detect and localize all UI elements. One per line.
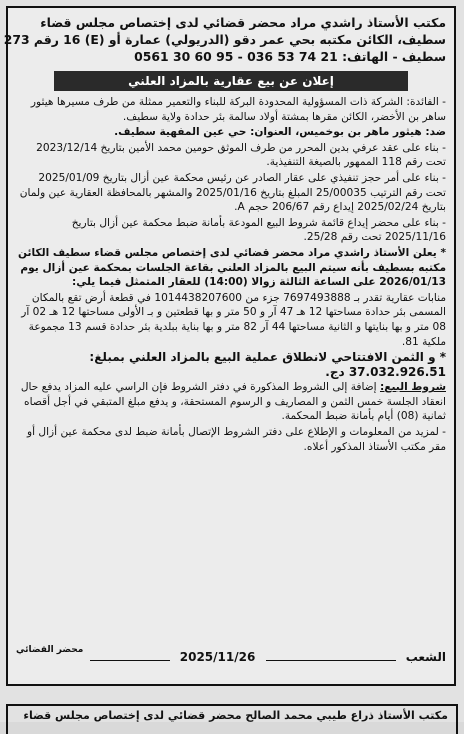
paragraph-opening-price: * و الثمن الافتتاحي لانطلاق عملية البيع بالمزاد العلني بمبلغ: 37.032.926.51 دج.	[89, 350, 446, 379]
header-line-2: سطيف، الكائن مكتبه بحي عمر دقو (الدريولي) عمارة أو (E) 16 رقم 273	[3, 32, 446, 47]
header-line-1: مكتب الأستاذ راشدي مراد محضر قضائي لدى إختصاص مجلس قضاء	[40, 15, 446, 30]
paragraph-defendant: ضد: هيثور ماهر بن بوخميس، العنوان: حي عين المفهية سطيف.	[114, 126, 446, 139]
sale-terms-text: إضافة إلى الشروط المذكورة في دفتر الشروط فإن الراسي عليه المزاد يدفع حال انعقاد الجلسة خمس الثمن و المصاريف و الرسوم المستحقة، و يدفع مبلغ المتبقي في أجل أقصاه ثمانية (08) أيام بأمانة ضبط المحكمة.	[20, 381, 446, 423]
notice-title: إعلان عن بيع عقارية بالمزاد العلني	[54, 71, 408, 91]
footer-rule-2	[90, 660, 170, 661]
paragraph-sale-terms	[16, 380, 446, 424]
paragraph-contract: - بناء على عقد عرفي بدين المحرر من طرف الموثق حومين محمد الأمين بتاريخ 2023/12/14 تحت رقم 118 الممهور بالصيغة التنفيذية.	[36, 141, 446, 169]
auction-notice	[3, 6, 456, 686]
paragraph-claimant: - الفائدة: الشركة ذات المسؤولية المحدودة البركة للبناء والتعمير ممثلة من طرف مسيرها هيثور ساهر بن الأخضر، الكائن مقرها بمشتة أولاد سالمة بئر حدادة ولاية سطيف.	[30, 96, 446, 123]
paragraph-conditions-deposit: - بناء على محضر إيداع قائمة شروط البيع المودعة بأمانة ضبط محكمة عين أزال بتاريخ 2025/11/16 تحت رقم 25/28.	[71, 216, 446, 244]
header-line-3: سطيف - الهاتف: 21 74 53 036 - 95 60 30 0561	[134, 49, 446, 64]
paragraph-seizure-order: - بناء على أمر حجز تنفيذي على عقار الصادر عن رئيس محكمة عين أزال بتاريخ 2025/01/09 تحت رقم الترتيب 25/00035 المبلغ بتاريخ 2025/01/16 والمشهر بالمحافظة العقارية عين ولمان بتاريخ 2025/02/24 إيداع رقم 206/67 حجم A.	[19, 171, 446, 214]
publication-date: 2025/11/26	[179, 650, 256, 664]
paragraph-property: منابات عقارية تقدر بـ 7697493888 جزء من 1014438207600 في قطعة أرض تقع بالمكان المسمى بئر حدادة مساحتها 12 هـ 47 آر و 50 متر و بها قطعتين و بـ الأولى مساحتها 12 هـ 02 آر 08 متر و بها بنايتها و الثانية مساحتها 44 آر 82 متر و بها بناية ببلدية بئر حدادة قسم 13 مجموعة ملكية 81.	[21, 291, 446, 348]
footer-rule	[266, 660, 396, 661]
paragraph-auction-announcement: * يعلن الأستاذ راشدي مراد محضر قضائي لدى إختصاص مجلس قضاء سطيف الكائن مكتبه بسطيف بأنه سيتم البيع بالمزاد العلني بقاعة الجلسات بمحكمة عين أزال يوم 2026/01/13 على الساعة الثالثة زوالا (14:00) للعقار المتمثل فيما يلي:	[17, 246, 446, 289]
signature: محضر القضائي	[16, 645, 84, 655]
paragraph-more-info: - لمزيد من المعلومات و الإطلاع على دفتر الشروط الإتصال بأمانة ضبط لدى محكمة عين أزال أو مقر مكتب الأستاذ المذكور أعلاه.	[26, 426, 446, 453]
paper-name: الشعب	[405, 650, 446, 664]
sale-terms-label: شروط البيع:	[379, 381, 446, 394]
notice-header	[3, 14, 446, 65]
next-notice: مكتب الأستاذ ذراع طيبي محمد الصالح محضر قضائي لدى إختصاص مجلس قضاء	[6, 704, 458, 734]
publication-footer	[6, 650, 446, 664]
notice-body	[16, 95, 446, 454]
